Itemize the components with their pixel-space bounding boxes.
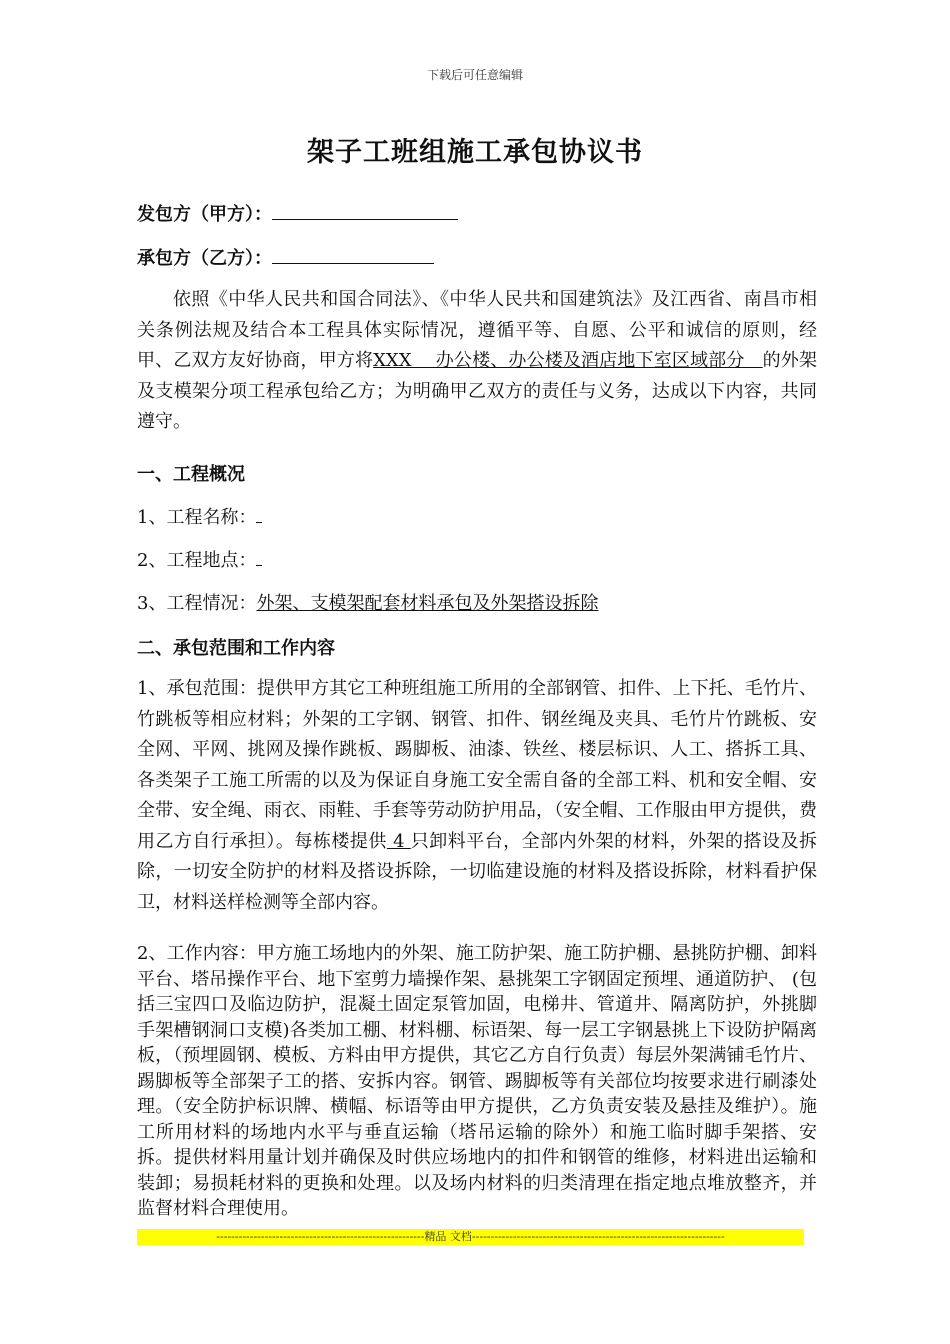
intro-paragraph	[137, 285, 817, 438]
project-location-line	[137, 546, 262, 572]
section1-heading: 一、工程概况	[137, 464, 245, 485]
party-b-line	[137, 244, 434, 270]
header-note: 下载后可任意编辑	[426, 68, 523, 82]
project-name-label: 1、工程名称：	[137, 507, 257, 528]
project-name-blank	[256, 504, 262, 523]
party-b-blank	[272, 245, 434, 264]
intro-post: 的外架及支模架分项工程承包给乙方；为明确甲乙双方的责任与义务，达成以下内容，共同遵守。	[137, 350, 817, 432]
document-title: 架子工班组施工承包协议书	[307, 137, 643, 168]
project-location-label: 2、工程地点：	[137, 550, 257, 571]
party-b-label: 承包方（乙方）：	[137, 248, 272, 269]
project-status-value: 外架、支模架配套材料承包及外架搭设拆除	[256, 593, 599, 614]
project-status-label: 3、工程情况：	[137, 593, 257, 614]
project-location-blank	[256, 547, 262, 566]
scope-platform-count: 4	[386, 830, 411, 852]
project-name-line	[137, 503, 262, 529]
party-a-line	[137, 200, 458, 226]
party-a-label: 发包方（甲方）：	[137, 204, 272, 225]
scope-post: 只卸料平台，全部内外架的材料，外架的搭设及拆除，一切安全防护的材料及搭设拆除，一切临建设施的材料及搭设拆除，材料看护保卫，材料送样检测等全部内容。	[137, 830, 818, 913]
intro-pre: 依照《中华人民共和国合同法》、《中华人民共和国建筑法》及江西省、南昌市相关条例法规及结合本工程具体实际情况，遵循平等、自愿、公平和诚信的原则，经甲、乙双方友好协商，甲方将	[137, 289, 817, 371]
intro-project-name: XXX 办公楼、办公楼及酒店地下室区域部分	[373, 350, 763, 371]
section2-heading: 二、承包范围和工作内容	[137, 638, 335, 659]
scope-pre: 1、承包范围：提供甲方其它工种班组施工所用的全部钢管、扣件、上下托、毛竹片、竹跳板等相应材料；外架的工字钢、钢管、扣件、钢丝绳及夹具、毛竹片竹跳板、安全网、平网、挑网及操作跳板、踢脚板、油漆、铁丝、楼层标识、人工、搭拆工具、各类架子工施工所需的以及为保证自身施工安全需自备的全部工料、机和安全帽、安全带、安全绳、雨衣、雨鞋、手套等劳动防护用品，（安全帽、工作服由甲方提供，费用乙方自行承担）。每栋楼提供	[137, 678, 817, 852]
party-a-blank	[272, 201, 458, 220]
project-status-line	[137, 589, 598, 615]
scope-paragraph	[137, 674, 817, 918]
footer-banner: --------------------------------------------------------精品 文档--------------------------------------------------------------------	[137, 1229, 804, 1245]
work-paragraph: 2、工作内容：甲方施工场地内的外架、施工防护架、施工防护棚、悬挑防护棚、卸料平台、塔吊操作平台、地下室剪力墙操作架、悬挑架工字钢固定预埋、通道防护、 (包括三宝四口及临边防护，混凝土固定泵管加固，电梯井、管道井、隔离防护，外挑脚手架槽钢洞口支模)各类加工棚、材料棚、标语架、每一层工字钢悬挑上下设防护隔离板，（预埋圆钢、模板、方料由甲方提供，其它乙方自行负责）每层外架满铺毛竹片、踢脚板等全部架子工的搭、安拆内容。钢管、踢脚板等有关部位均按要求进行刷漆处理。（安全防护标识牌、横幅、标语等由甲方提供，乙方负责安装及悬挂及维护）。施工所用材料的场地内水平与垂直运输（塔吊运输的除外）和施工临时脚手架搭、安拆。提供材料用量计划并确保及时供应场地内的扣件和钢管的维修，材料进出运输和装卸；易损耗材料的更换和处理。以及场内材料的归类清理在指定地点堆放整齐，并监督材料合理使用。	[137, 943, 817, 1219]
